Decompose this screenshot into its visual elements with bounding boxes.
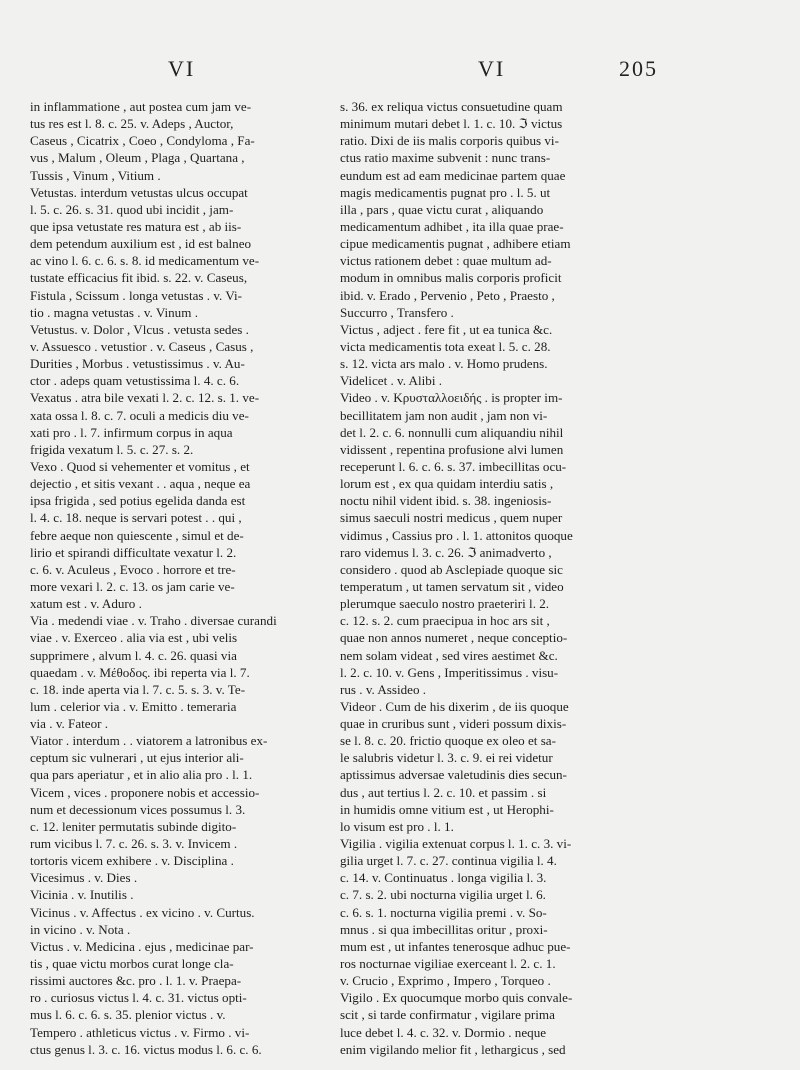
text-line: Vexo . Quod si vehementer et vomitus , et — [30, 458, 250, 474]
text-line: tortoris vicem exhibere . v. Disciplina . — [30, 853, 234, 869]
text-line: se l. 8. c. 20. frictio quoque ex oleo et sa- — [340, 733, 556, 749]
text-line: tustate efficacius fit ibid. s. 22. v. Caseus, — [30, 270, 248, 286]
text-line: scit , si tarde confirmatur , vigilare prima — [340, 1007, 555, 1023]
text-line: medicamentum adhibet , ita illa quae prae- — [340, 218, 564, 234]
text-line: victa medicamentis tota exeat l. 5. c. 28. — [340, 338, 551, 354]
left-column-text — [30, 98, 330, 1058]
text-line: ro . curiosus victus l. 4. c. 31. victus opti- — [30, 990, 247, 1006]
text-line: que ipsa vetustate res matura est , ab iis- — [30, 218, 242, 234]
text-line: minimum mutari debet l. 1. c. 10. ℑ victus — [340, 116, 563, 132]
text-line: rus . v. Assideo . — [340, 681, 427, 697]
text-line: s. 12. victa ars malo . v. Homo prudens. — [340, 356, 548, 372]
text-line: mnus . si qua imbecillitas oritur , proxi- — [340, 921, 548, 937]
text-line: lorum est , ex qua quidam interdiu satis , — [340, 476, 554, 492]
text-line: Videlicet . v. Alibi . — [340, 373, 443, 389]
text-line: viae . v. Exerceo . alia via est , ubi velis — [30, 630, 238, 646]
text-line: Videor . Cum de his dixerim , de iis quoque — [340, 698, 569, 714]
text-line: l. 4. c. 18. neque is servari potest . . qui , — [30, 510, 242, 526]
text-line: l. 5. c. 26. s. 31. quod ubi incidit , jam- — [30, 201, 234, 217]
text-line: v. Crucio , Exprimo , Impero , Torqueo . — [340, 973, 551, 989]
text-line: in inflammatione , aut postea cum jam ve- — [30, 99, 252, 114]
running-head-left: VI — [168, 56, 196, 81]
text-line: magis medicamentis pugnat pro . l. 5. ut — [340, 184, 551, 200]
text-line: enim vigilando melior fit , lethargicus , sed — [340, 1041, 566, 1057]
text-line: Vetustus. v. Dolor , Vlcus . vetusta sedes . — [30, 321, 249, 337]
text-line: in vicino . v. Nota . — [30, 921, 131, 937]
text-line: tio . magna vetustas . v. Vinum . — [30, 304, 198, 320]
text-line: raro videmus l. 3. c. 26. ℑ animadverto , — [340, 544, 552, 560]
text-line: qua pars aperiatur , et in alio alia pro . l. 1. — [30, 767, 253, 783]
text-line: Vicesimus . v. Dies . — [30, 870, 138, 886]
text-line: mus l. 6. c. 6. s. 35. plenior victus . v. — [30, 1007, 226, 1023]
running-head-right: VI — [478, 56, 506, 81]
text-line: supprimere , alvum l. 4. c. 26. quasi via — [30, 647, 237, 663]
text-line: ros nocturnae vigiliae exerceant l. 2. c. 1. — [340, 956, 556, 972]
text-line: vidissent , repentina profusione alvi lumen — [340, 441, 564, 457]
text-line: Vetustas. interdum vetustas ulcus occupat — [30, 184, 248, 200]
right-column-text — [340, 98, 638, 1058]
text-line: le salubris videtur l. 3. c. 9. ei rei videtur — [340, 750, 553, 766]
text-line: cipue medicamentis pugnat , adhibere etiam — [340, 236, 571, 252]
text-line: Tussis , Vinum , Vitium . — [30, 167, 161, 183]
text-line: gilia urget l. 7. c. 27. continua vigilia l. 4. — [340, 853, 557, 869]
text-line: num et decessionum vices possumus l. 3. — [30, 801, 246, 817]
text-line: dus , aut tertius l. 2. c. 10. et passim . si — [340, 784, 547, 800]
text-line: xata ossa l. 8. c. 7. oculi a medicis diu ve- — [30, 407, 249, 423]
text-line: Via . medendi viae . v. Traho . diversae curandi — [30, 613, 277, 629]
text-line: quae in cruribus sunt , videri possum dixis- — [340, 716, 567, 732]
text-line: more vexari l. 2. c. 13. os jam carie ve- — [30, 578, 235, 594]
text-line: ratio. Dixi de iis malis corporis quibus vi- — [340, 133, 559, 149]
text-line: Vexatus . atra bile vexati l. 2. c. 12. s. 1. ve- — [30, 390, 260, 406]
text-line: tus res est l. 8. c. 25. v. Adeps , Auctor, — [30, 116, 234, 132]
text-line: eundum est ad eam medicinae partem quae — [340, 167, 566, 183]
text-line: Viator . interdum . . viatorem a latronibus ex- — [30, 733, 268, 749]
text-line: c. 18. inde aperta via l. 7. c. 5. s. 3. v. Te- — [30, 681, 246, 697]
text-line: ctor . adeps quam vetustissima l. 4. c. 6. — [30, 373, 240, 389]
text-line: ipsa frigida , sed potius egelida danda est — [30, 493, 246, 509]
text-line: illa , pars , quae victu curat , aliquando — [340, 201, 544, 217]
text-line: Caseus , Cicatrix , Coeo , Condyloma , Fa- — [30, 133, 255, 149]
text-line: luce debet l. 4. c. 32. v. Dormio . neque — [340, 1024, 547, 1040]
text-line: dejectio , et sitis vexant . . aqua , neque ea — [30, 476, 251, 492]
text-line: Fistula , Scissum . longa vetustas . v. Vi- — [30, 287, 242, 303]
text-line: noctu nihil vident ibid. s. 38. ingeniosis- — [340, 493, 552, 509]
text-line: considero . quod ab Asclepiade quoque sic — [340, 561, 563, 577]
text-line: via . v. Fateor . — [30, 716, 109, 732]
text-line: victus rationem debet : quae multum ad- — [340, 253, 552, 269]
text-line: Vigilia . vigilia extenuat corpus l. 1. c. 3. vi- — [340, 836, 572, 852]
text-line: ctus ratio maxime subvenit : nunc trans- — [340, 150, 551, 166]
text-line: nem solam videat , sed vires aestimet &c. — [340, 647, 558, 663]
text-line: mum est , ut infantes tenerosque adhuc pue- — [340, 938, 571, 954]
text-line: rissimi auctores &c. pro . l. 1. v. Praepa- — [30, 973, 242, 989]
text-line: quae non annos numeret , neque conceptio- — [340, 630, 568, 646]
text-line: v. Assuesco . vetustior . v. Caseus , Casus , — [30, 338, 254, 354]
text-line: temperatum , ut tamen servatum sit , video — [340, 578, 564, 594]
text-line: Vicinia . v. Inutilis . — [30, 887, 134, 903]
text-line: receperunt l. 6. c. 6. s. 37. imbecillitas ocu- — [340, 458, 567, 474]
text-line: dem petendum auxilium est , id est balneo — [30, 236, 252, 252]
text-line: c. 12. leniter permutatis subinde digito- — [30, 818, 237, 834]
text-line: vus , Malum , Oleum , Plaga , Quartana , — [30, 150, 245, 166]
text-line: modum in omnibus malis corporis proficit — [340, 270, 562, 286]
text-line: s. 36. ex reliqua victus consuetudine quam — [340, 99, 563, 114]
text-line: Vicem , vices . proponere nobis et accessio- — [30, 784, 260, 800]
text-line: c. 7. s. 2. ubi nocturna vigilia urget l. 6. — [340, 887, 546, 903]
text-line: Vicinus . v. Affectus . ex vicino . v. Curtus. — [30, 904, 255, 920]
page-number: 205 — [619, 56, 658, 81]
text-line: c. 6. s. 1. nocturna vigilia premi . v. So- — [340, 904, 547, 920]
text-line: xatum est . v. Aduro . — [30, 596, 142, 612]
text-line: simus saeculi nostri medicus , quem nuper — [340, 510, 563, 526]
text-line: febre aeque non quiescente , simul et de- — [30, 527, 244, 543]
text-line: vidimus , Cassius pro . l. 1. attonitos quoque — [340, 527, 573, 543]
text-line: lo visum est pro . l. 1. — [340, 818, 454, 834]
text-line: ac vino l. 6. c. 6. s. 8. id medicamentum ve- — [30, 253, 260, 269]
text-line: c. 14. v. Continuatus . longa vigilia l. 3. — [340, 870, 547, 886]
text-line: plerumque saeculo nostro praeteriri l. 2. — [340, 596, 550, 612]
text-line: frigida vexatum l. 5. c. 27. s. 2. — [30, 441, 194, 457]
text-line: c. 12. s. 2. cum praecipua in hoc ars sit , — [340, 613, 550, 629]
text-line: c. 6. v. Aculeus , Evoco . horrore et tre- — [30, 561, 236, 577]
text-line: ceptum sic vulnerari , ut ejus interior ali- — [30, 750, 244, 766]
text-line: Vigilo . Ex quocumque morbo quis convale- — [340, 990, 573, 1006]
text-line: lirio et spirandi difficultate vexatur l. 2. — [30, 544, 237, 560]
text-line: xati pro . l. 7. infirmum corpus in aqua — [30, 424, 233, 440]
text-line: Victus , adject . fere fit , ut ea tunica &c. — [340, 321, 553, 337]
text-line: Durities , Morbus . vetustissimus . v. Au- — [30, 356, 245, 372]
text-line: Video . v. Κρυσταλλοειδής . is propter im- — [340, 390, 563, 406]
text-line: lum . celerior via . v. Emitto . temeraria — [30, 698, 237, 714]
text-line: l. 2. c. 10. v. Gens , Imperitissimus . visu- — [340, 664, 559, 680]
text-line: Victus . v. Medicina . ejus , medicinae par- — [30, 938, 254, 954]
text-line: becillitatem jam non audit , jam non vi- — [340, 407, 548, 423]
text-line: tis , quae victu morbos curat longe cla- — [30, 956, 234, 972]
text-line: ctus genus l. 3. c. 16. victus modus l. 6. c. 6. — [30, 1041, 262, 1057]
text-line: det l. 2. c. 6. nonnulli cum aliquandiu nihil — [340, 424, 564, 440]
text-line: in humidis omne vitium est , ut Herophi- — [340, 801, 554, 817]
text-line: aptissimus adversae valetudinis dies secun- — [340, 767, 567, 783]
text-line: rum vicibus l. 7. c. 26. s. 3. v. Invicem . — [30, 836, 238, 852]
text-line: quaedam . v. Μέθοδος. ibi reperta via l. 7. — [30, 664, 250, 680]
text-line: Succurro , Transfero . — [340, 304, 454, 320]
text-line: ibid. v. Erado , Pervenio , Peto , Praesto , — [340, 287, 555, 303]
text-line: Tempero . athleticus victus . v. Firmo . vi- — [30, 1024, 250, 1040]
